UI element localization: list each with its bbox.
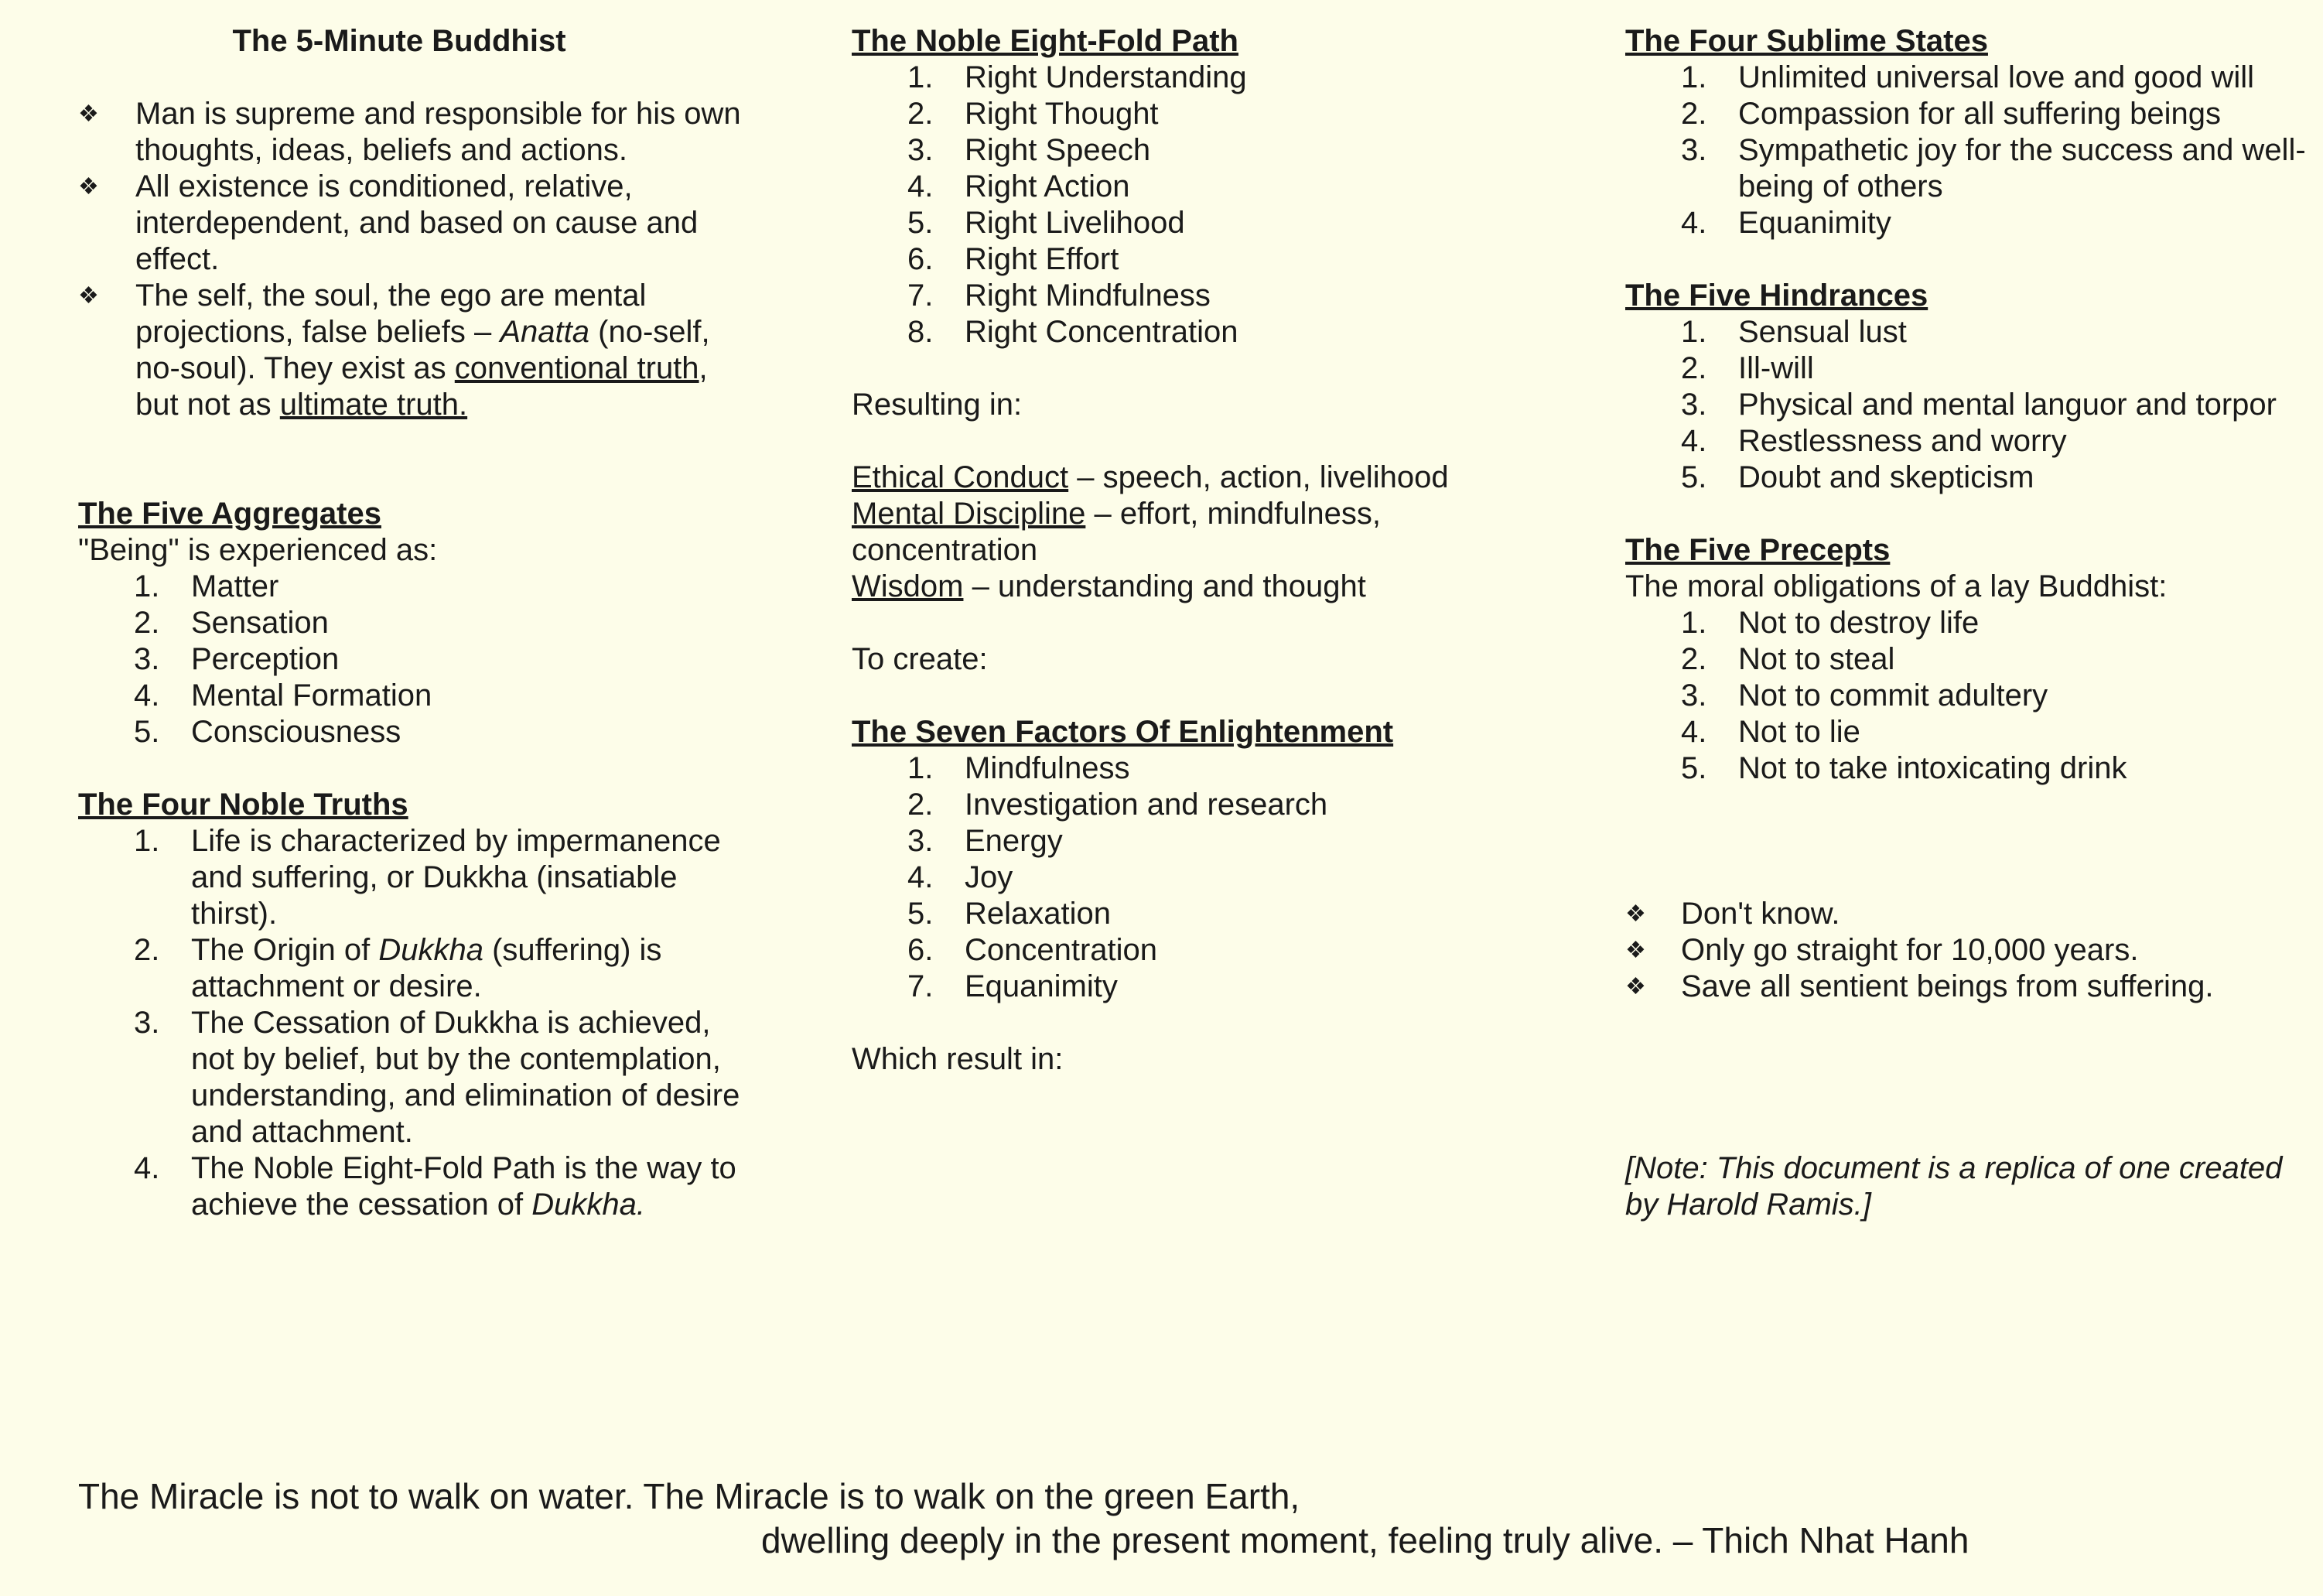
item-text: Equanimity <box>1738 206 1891 240</box>
text-run: The Origin of <box>191 933 379 967</box>
five-aggregates-intro: "Being" is experienced as: <box>78 533 438 567</box>
item-number: 3. <box>1681 133 1707 167</box>
text-run: The Cessation of Dukkha is achieved, not by belief, but by the contemplation, understanding, and elimination of desire and attachment. <box>191 1006 740 1149</box>
zen-bullet-item <box>1625 896 2306 932</box>
hindrance-item <box>1681 314 2306 350</box>
item-text: Sensation <box>191 606 329 640</box>
item-number: 2. <box>907 788 934 822</box>
replica-note: [Note: This document is a replica of one created by Harold Ramis.] <box>1625 1151 2283 1222</box>
quote-line-2: dwelling deeply in the present moment, feeling truly alive. – Thich Nhat Hanh <box>761 1520 1969 1560</box>
item-number: 2. <box>907 97 934 131</box>
conduct-term: Ethical Conduct <box>852 460 1069 494</box>
four-sublime-states-list <box>1625 60 2306 241</box>
enlightenment-factor-item <box>907 787 1517 823</box>
sublime-state-item <box>1681 60 2306 96</box>
text-run: Life is characterized by impermanence and suffering, or Dukkha (insatiable thirst). <box>191 824 721 931</box>
conduct-line <box>852 460 1517 496</box>
item-number: 4. <box>1681 424 1707 458</box>
item-number: 4. <box>1681 715 1707 749</box>
hindrance-item <box>1681 460 2306 496</box>
item-text: Mindfulness <box>965 751 1130 785</box>
enlightenment-factor-item <box>907 823 1517 860</box>
item-number: 6. <box>907 933 934 967</box>
aggregate-item <box>134 605 743 641</box>
zen-bullet-list <box>1625 896 2306 1005</box>
document-title: The 5-Minute Buddhist <box>232 24 566 58</box>
text-run: (suffering) is attachment or desire. <box>191 933 662 1003</box>
zen-bullet-item <box>1625 932 2306 969</box>
item-number: 8. <box>907 315 934 349</box>
item-text: Right Understanding <box>965 60 1247 94</box>
item-text: Relaxation <box>965 897 1112 931</box>
enlightenment-factor-item <box>907 932 1517 969</box>
conduct-line <box>852 569 1517 605</box>
four-noble-truths-heading: The Four Noble Truths <box>78 788 408 822</box>
text-run: ultimate truth. <box>279 388 468 422</box>
conduct-description: – understanding and thought <box>963 569 1366 603</box>
item-text: Equanimity <box>965 969 1118 1003</box>
path-step-item <box>907 205 1517 241</box>
intro-bullet-item <box>78 96 743 169</box>
text-run: (no-self, no-soul). They exist as <box>135 315 710 385</box>
conduct-term: Wisdom <box>852 569 964 603</box>
item-number: 3. <box>907 824 934 858</box>
which-result-in-label: Which result in: <box>852 1042 1064 1076</box>
item-number: 3. <box>907 133 934 167</box>
precept-item <box>1681 678 2306 714</box>
diamond-bullet-icon: ❖ <box>1625 901 1646 927</box>
text-run: Man is supreme and responsible for his own thoughts, ideas, beliefs and actions. <box>135 97 741 167</box>
resulting-in-label: Resulting in: <box>852 388 1023 422</box>
five-precepts-intro: The moral obligations of a lay Buddhist: <box>1625 569 2168 603</box>
eightfold-path-list <box>852 60 1517 350</box>
item-number: 4. <box>134 678 160 713</box>
item-text: Don't know. <box>1681 897 1840 931</box>
column-1 <box>78 23 743 1223</box>
item-number: 1. <box>134 569 160 603</box>
five-precepts-heading: The Five Precepts <box>1625 533 1891 567</box>
five-precepts-list <box>1625 605 2306 787</box>
path-step-item <box>907 169 1517 205</box>
item-text: Right Concentration <box>965 315 1238 349</box>
enlightenment-factor-item <box>907 860 1517 896</box>
item-number: 1. <box>1681 315 1707 349</box>
conduct-lines <box>852 460 1517 605</box>
item-text: Compassion for all suffering beings <box>1738 97 2222 131</box>
seven-factors-heading: The Seven Factors Of Enlightenment <box>852 715 1394 749</box>
item-number: 7. <box>907 279 934 313</box>
conduct-description: – speech, action, livelihood <box>1068 460 1449 494</box>
quote-line-1: The Miracle is not to walk on water. The Miracle is to walk on the green Earth, <box>78 1476 1300 1516</box>
item-number: 2. <box>1681 642 1707 676</box>
sublime-state-item <box>1681 132 2306 205</box>
item-text: Right Livelihood <box>965 206 1185 240</box>
text-run: conventional truth <box>454 351 699 385</box>
item-number: 4. <box>1681 206 1707 240</box>
path-step-item <box>907 314 1517 350</box>
item-text: Save all sentient beings from suffering. <box>1681 969 2214 1003</box>
path-step-item <box>907 278 1517 314</box>
five-aggregates-heading: The Five Aggregates <box>78 497 381 531</box>
item-number: 4. <box>134 1151 160 1185</box>
item-text: Physical and mental languor and torpor <box>1738 388 2277 422</box>
aggregate-item <box>134 569 743 605</box>
hindrance-item <box>1681 387 2306 423</box>
item-text: Restlessness and worry <box>1738 424 2067 458</box>
item-text: Right Thought <box>965 97 1159 131</box>
aggregate-item <box>134 678 743 714</box>
five-aggregates-list <box>78 569 743 750</box>
column-3 <box>1625 23 2306 1223</box>
item-number: 5. <box>907 897 934 931</box>
zen-bullet-item <box>1625 969 2306 1005</box>
intro-bullet-item <box>78 169 743 278</box>
item-number: 1. <box>1681 60 1707 94</box>
eightfold-path-heading: The Noble Eight-Fold Path <box>852 24 1238 58</box>
path-step-item <box>907 132 1517 169</box>
item-text: Not to destroy life <box>1738 606 1980 640</box>
item-number: 4. <box>907 860 934 894</box>
diamond-bullet-icon: ❖ <box>78 101 99 127</box>
item-text: Not to take intoxicating drink <box>1738 751 2127 785</box>
noble-truth-item <box>134 1150 743 1223</box>
item-text: Sympathetic joy for the success and well-being of others <box>1738 133 2306 203</box>
conduct-description: – effort, mindfulness, concentration <box>852 497 1382 567</box>
diamond-bullet-icon: ❖ <box>78 283 99 309</box>
text-run: , but not as <box>135 351 708 422</box>
item-text: Right Speech <box>965 133 1151 167</box>
precept-item <box>1681 714 2306 750</box>
item-text: Joy <box>965 860 1013 894</box>
item-number: 1. <box>134 824 160 858</box>
item-text: Right Effort <box>965 242 1119 276</box>
item-text: Not to lie <box>1738 715 1860 749</box>
enlightenment-factor-item <box>907 750 1517 787</box>
aggregate-item <box>134 641 743 678</box>
item-number: 3. <box>134 1006 160 1040</box>
item-text: Ill-will <box>1738 351 1814 385</box>
item-number: 1. <box>907 751 934 785</box>
item-number: 1. <box>907 60 934 94</box>
text-run: All existence is conditioned, relative, interdependent, and based on cause and effect. <box>135 169 699 276</box>
item-number: 6. <box>907 242 934 276</box>
diamond-bullet-icon: ❖ <box>1625 938 1646 963</box>
five-hindrances-heading: The Five Hindrances <box>1625 279 1928 313</box>
item-number: 2. <box>134 933 160 967</box>
five-hindrances-list <box>1625 314 2306 496</box>
item-text: Consciousness <box>191 715 401 749</box>
item-text: Only go straight for 10,000 years. <box>1681 933 2139 967</box>
item-number: 1. <box>1681 606 1707 640</box>
conduct-term: Mental Discipline <box>852 497 1086 531</box>
enlightenment-factor-item <box>907 969 1517 1005</box>
item-text: Unlimited universal love and good will <box>1738 60 2255 94</box>
path-step-item <box>907 241 1517 278</box>
enlightenment-factor-item <box>907 896 1517 932</box>
text-run: Dukkha <box>378 933 483 967</box>
item-text: Perception <box>191 642 340 676</box>
item-number: 3. <box>1681 678 1707 713</box>
noble-truth-item <box>134 1005 743 1150</box>
text-run: Anatta <box>500 315 590 349</box>
noble-truth-item <box>134 823 743 932</box>
column-2 <box>852 23 1517 1078</box>
precept-item <box>1681 641 2306 678</box>
text-run: The self, the soul, the ego are mental projections, false beliefs – <box>135 279 647 349</box>
four-noble-truths-list <box>78 823 743 1223</box>
item-number: 2. <box>1681 97 1707 131</box>
hindrance-item <box>1681 350 2306 387</box>
item-number: 5. <box>1681 751 1707 785</box>
item-number: 7. <box>907 969 934 1003</box>
item-text: Sensual lust <box>1738 315 1907 349</box>
item-number: 3. <box>134 642 160 676</box>
item-number: 2. <box>134 606 160 640</box>
item-number: 5. <box>1681 460 1707 494</box>
path-step-item <box>907 96 1517 132</box>
diamond-bullet-icon: ❖ <box>78 174 99 200</box>
sublime-state-item <box>1681 205 2306 241</box>
text-run: The Noble Eight-Fold Path is the way to achieve the cessation of <box>191 1151 736 1222</box>
item-number: 3. <box>1681 388 1707 422</box>
item-text: Concentration <box>965 933 1158 967</box>
intro-bullet-item <box>78 278 743 423</box>
precept-item <box>1681 605 2306 641</box>
seven-factors-list <box>852 750 1517 1005</box>
noble-truth-item <box>134 932 743 1005</box>
precept-item <box>1681 750 2306 787</box>
item-text: Investigation and research <box>965 788 1328 822</box>
item-text: Not to commit adultery <box>1738 678 2048 713</box>
to-create-label: To create: <box>852 642 988 676</box>
item-text: Right Mindfulness <box>965 279 1211 313</box>
four-sublime-states-heading: The Four Sublime States <box>1625 24 1988 58</box>
conduct-line <box>852 496 1517 569</box>
hindrance-item <box>1681 423 2306 460</box>
item-number: 2. <box>1681 351 1707 385</box>
aggregate-item <box>134 714 743 750</box>
item-text: Matter <box>191 569 279 603</box>
sublime-state-item <box>1681 96 2306 132</box>
item-text: Mental Formation <box>191 678 432 713</box>
item-text: Not to steal <box>1738 642 1895 676</box>
item-number: 4. <box>907 169 934 203</box>
item-text: Energy <box>965 824 1063 858</box>
item-number: 5. <box>907 206 934 240</box>
diamond-bullet-icon: ❖ <box>1625 974 1646 1000</box>
path-step-item <box>907 60 1517 96</box>
item-number: 5. <box>134 715 160 749</box>
item-text: Doubt and skepticism <box>1738 460 2034 494</box>
intro-bullet-list <box>78 96 743 423</box>
item-text: Right Action <box>965 169 1130 203</box>
text-run: Dukkha. <box>531 1188 646 1222</box>
